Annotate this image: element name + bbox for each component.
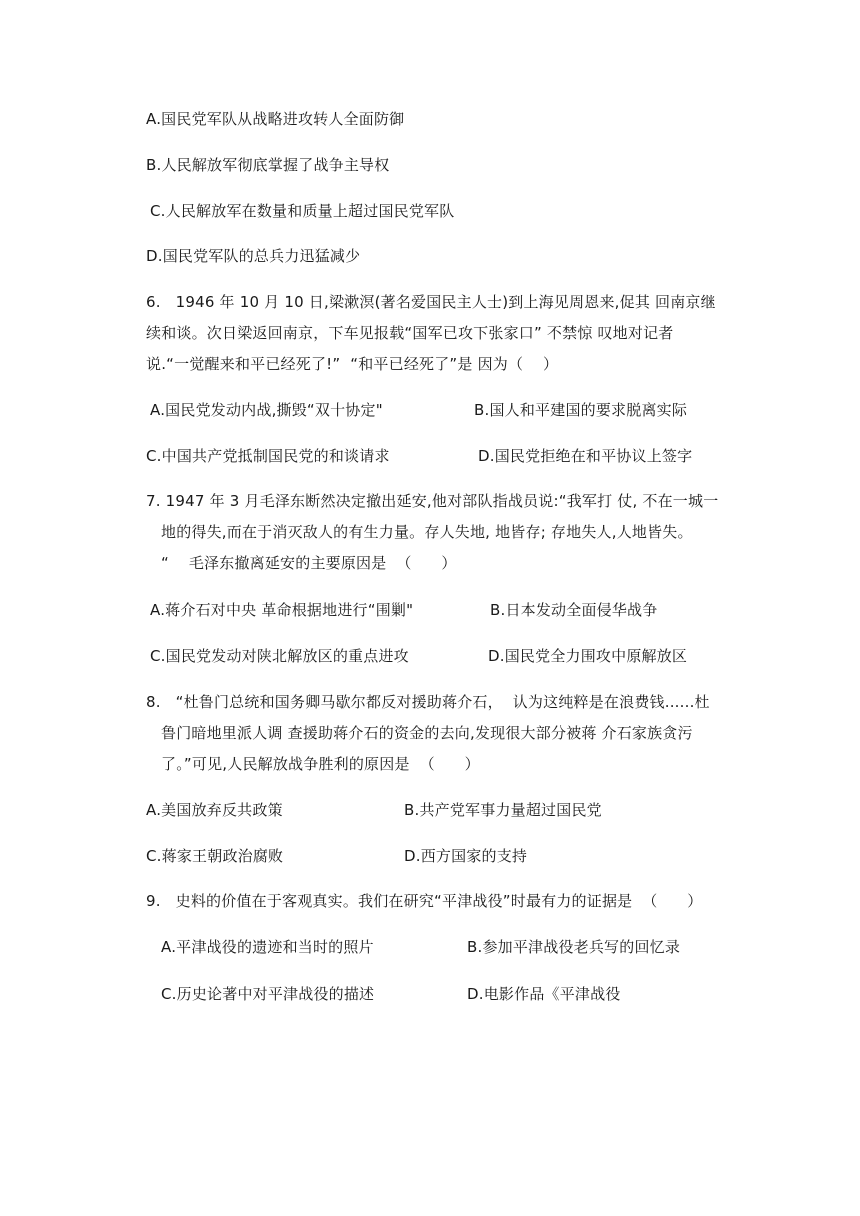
- q8-stem-line-2: 鲁门暗地里派人调 查援助蒋介石的资金的去向,发现很大部分被蒋 介石家族贪污: [161, 724, 693, 742]
- q6-option-a: A.国民党发动内战,撕毁“双十协定": [150, 401, 383, 419]
- q8-option-b: B.共产党军事力量超过国民党: [404, 801, 602, 819]
- q6-stem-line-1: 6. 1946 年 10 月 10 日,梁漱溟(著名爱国民主人士)到上海见周恩来,促其 回南京继: [146, 293, 716, 311]
- q9-option-a: A.平津战役的遗迹和当时的照片: [161, 938, 374, 956]
- q7-option-b: B.日本发动全面侵华战争: [490, 601, 658, 619]
- q7-stem-line-1: 7. 1947 年 3 月毛泽东断然决定撤出延安,他对部队指战员说:“我军打 仗, 不在一城一: [146, 492, 719, 510]
- q7-option-d: D.国民党全力围攻中原解放区: [488, 647, 688, 665]
- q5-option-c: C.人民解放军在数量和质量上超过国民党军队: [150, 202, 455, 220]
- q9-option-c: C.历史论著中对平津战役的描述: [161, 985, 375, 1003]
- q7-option-c: C.国民党发动对陕北解放区的重点进攻: [150, 647, 409, 665]
- q9-option-d: D.电影作品《平津战役: [467, 985, 621, 1003]
- q9-stem-line-1: 9. 史料的价值在于客观真实。我们在研究“平津战役”时最有力的证据是 （ ）: [146, 892, 703, 910]
- q5-option-a: A.国民党军队从战略进攻转人全面防御: [146, 110, 405, 128]
- q5-option-b: B.人民解放军彻底掌握了战争主导权: [146, 156, 390, 174]
- q8-stem-line-3: 了。”可见,人民解放战争胜利的原因是 （ ）: [161, 755, 480, 773]
- q8-option-c: C.蒋家王朝政治腐败: [146, 847, 284, 865]
- q6-option-b: B.国人和平建国的要求脱离实际: [474, 401, 688, 419]
- q7-stem-line-3: “ 毛泽东撤离延安的主要原因是 （ ）: [161, 554, 457, 572]
- q8-option-d: D.西方国家的支持: [404, 847, 528, 865]
- q9-option-b: B.参加平津战役老兵写的回忆录: [467, 938, 681, 956]
- q6-stem-line-3: 说.“一觉醒来和平已经死了!” “和平已经死了”是 因为（ ）: [146, 355, 559, 373]
- q6-option-c: C.中国共产党抵制国民党的和谈请求: [146, 447, 390, 465]
- q8-option-a: A.美国放弃反共政策: [146, 801, 283, 819]
- q8-stem-line-1: 8. “杜鲁门总统和国务卿马歇尔都反对援助蒋介石， 认为这纯粹是在浪费钱......杜: [146, 693, 710, 711]
- q6-stem-line-2: 续和谈。次日梁返回南京，下车见报载“国军已攻下张家口” 不禁惊 叹地对记者: [146, 324, 674, 342]
- q7-stem-line-2: 地的得失,而在于消灭敌人的有生力量。存人失地, 地皆存; 存地失人,人地皆失。: [161, 523, 693, 541]
- q6-option-d: D.国民党拒绝在和平协议上签字: [478, 447, 693, 465]
- q7-option-a: A.蒋介石对中央 革命根据地进行“围剿": [150, 601, 414, 619]
- q5-option-d: D.国民党军队的总兵力迅猛减少: [146, 247, 361, 265]
